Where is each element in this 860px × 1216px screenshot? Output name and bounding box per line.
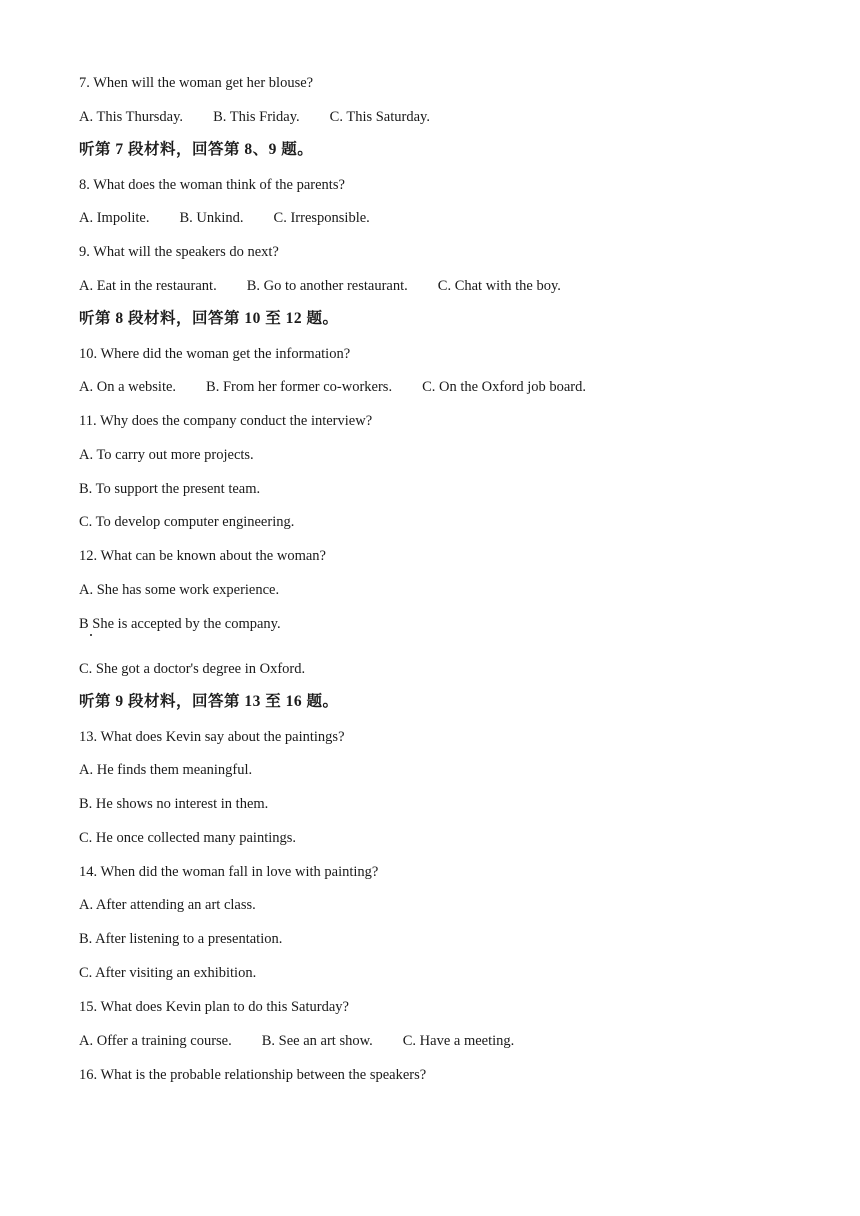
question-10-options (79, 378, 586, 396)
q10-option-b: B. From her former co-workers. (206, 379, 393, 395)
section-8-heading: 听第 8 段材料，回答第 10 至 12 题。 (79, 310, 339, 327)
question-14: 14. When did the woman fall in love with painting? (79, 864, 379, 880)
question-12: 12. What can be known about the woman? (79, 548, 326, 564)
question-10: 10. Where did the woman get the information? (79, 346, 351, 362)
q10-option-a: A. On a website. (79, 379, 177, 395)
q15-option-b: B. See an art show. (261, 1033, 373, 1049)
q15-option-a: A. Offer a training course. (79, 1033, 232, 1049)
question-11: 11. Why does the company conduct the interview? (79, 413, 373, 429)
q13-option-c: C. He once collected many paintings. (79, 830, 297, 846)
q14-option-c: C. After visiting an exhibition. (79, 965, 257, 981)
stray-dot-mark (90, 634, 92, 636)
question-15: 15. What does Kevin plan to do this Saturday? (79, 999, 349, 1015)
q11-option-a: A. To carry out more projects. (79, 447, 254, 463)
q9-option-c: C. Chat with the boy. (437, 278, 561, 294)
q8-option-b: B. Unkind. (179, 210, 244, 226)
q8-option-a: A. Impolite. (79, 210, 150, 226)
question-15-options (79, 1032, 514, 1050)
q9-option-a: A. Eat in the restaurant. (79, 278, 217, 294)
q11-option-c: C. To develop computer engineering. (79, 514, 295, 530)
question-7-options (79, 108, 430, 126)
q15-option-c: C. Have a meeting. (402, 1033, 515, 1049)
question-16: 16. What is the probable relationship between the speakers? (79, 1067, 427, 1083)
q11-option-b: B. To support the present team. (79, 481, 261, 497)
q8-option-c: C. Irresponsible. (273, 210, 370, 226)
q7-option-c: C. This Saturday. (329, 109, 430, 125)
question-9: 9. What will the speakers do next? (79, 244, 279, 260)
q12-option-a: A. She has some work experience. (79, 582, 280, 598)
question-8-options (79, 209, 370, 227)
q10-option-c: C. On the Oxford job board. (422, 379, 586, 395)
q7-option-b: B. This Friday. (213, 109, 300, 125)
section-9-heading: 听第 9 段材料，回答第 13 至 16 题。 (79, 693, 339, 710)
q14-option-a: A. After attending an art class. (79, 897, 256, 913)
question-8: 8. What does the woman think of the parents? (79, 177, 345, 193)
question-9-options (79, 277, 561, 295)
q9-option-b: B. Go to another restaurant. (246, 278, 408, 294)
q13-option-b: B. He shows no interest in them. (79, 796, 269, 812)
question-13: 13. What does Kevin say about the paintings? (79, 729, 345, 745)
q14-option-b: B. After listening to a presentation. (79, 931, 283, 947)
q12-option-c: C. She got a doctor's degree in Oxford. (79, 661, 306, 677)
question-7: 7. When will the woman get her blouse? (79, 75, 314, 91)
q7-option-a: A. This Thursday. (79, 109, 184, 125)
q13-option-a: A. He finds them meaningful. (79, 762, 253, 778)
q12-option-b: B She is accepted by the company. (79, 616, 281, 632)
section-7-heading: 听第 7 段材料，回答第 8、9 题。 (79, 141, 314, 158)
